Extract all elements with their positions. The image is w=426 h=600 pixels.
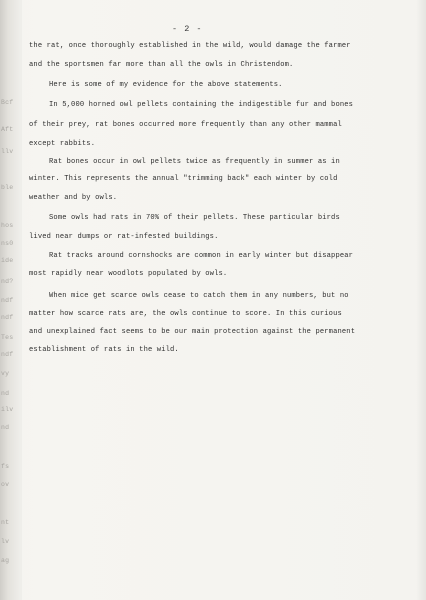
- bleed-through-text: hos: [1, 222, 14, 229]
- text-line: and unexplained fact seems to be our main protection against the permanent: [29, 328, 356, 336]
- text-line: winter. This represents the annual "trimming back" each winter by cold: [29, 175, 338, 183]
- text-line: When mice get scarce owls cease to catch them in any numbers, but no: [49, 292, 349, 300]
- text-line: matter how scarce rats are, the owls continue to score. In this curious: [29, 310, 342, 318]
- bleed-through-text: nd: [1, 424, 10, 431]
- text-line: most rapidly near woodlots populated by owls.: [29, 270, 228, 278]
- bleed-through-text: ble: [1, 184, 14, 191]
- bleed-through-text: fs: [1, 463, 10, 470]
- bleed-through-text: lv: [1, 538, 10, 545]
- text-line: establishment of rats in the wild.: [29, 346, 179, 354]
- text-line: Some owls had rats in 70% of their pellets. These particular birds: [49, 214, 340, 222]
- text-line: weather and by owls.: [29, 194, 118, 202]
- bleed-through-text: nd: [1, 390, 10, 397]
- text-line: lived near dumps or rat-infested buildings.: [29, 233, 219, 241]
- text-line: except rabbits.: [29, 140, 96, 148]
- left-page-edge: [0, 0, 22, 600]
- text-line: the rat, once thoroughly established in the wild, would damage the farmer: [29, 42, 351, 50]
- bleed-through-text: ilv: [1, 406, 14, 413]
- bleed-through-text: ide: [1, 257, 14, 264]
- right-page-shadow: [416, 0, 426, 600]
- text-line: In 5,000 horned owl pellets containing the indigestible fur and bones: [49, 101, 354, 109]
- bleed-through-text: vy: [1, 370, 10, 377]
- page-number: - 2 -: [172, 24, 203, 34]
- bleed-through-text: Tes: [1, 334, 14, 341]
- text-line: Rat tracks around cornshocks are common in early winter but disappear: [49, 252, 354, 260]
- bleed-through-text: Bcf: [1, 99, 14, 106]
- text-line: Rat bones occur in owl pellets twice as frequently in summer as in: [49, 158, 340, 166]
- text-line: Here is some of my evidence for the above statements.: [49, 81, 283, 89]
- bleed-through-text: nd?: [1, 278, 14, 285]
- text-line: of their prey, rat bones occurred more frequently than any other mammal: [29, 121, 342, 129]
- bleed-through-text: Aft: [1, 126, 14, 133]
- bleed-through-text: llv: [1, 148, 14, 155]
- bleed-through-text: ndf: [1, 351, 14, 358]
- bleed-through-text: ndf: [1, 297, 14, 304]
- text-line: and the sportsmen far more than all the owls in Christendom.: [29, 61, 294, 69]
- bleed-through-text: ag: [1, 557, 10, 564]
- bleed-through-text: ns0: [1, 240, 14, 247]
- bleed-through-text: ndf: [1, 314, 14, 321]
- bleed-through-text: nt: [1, 519, 10, 526]
- bleed-through-text: ov: [1, 481, 10, 488]
